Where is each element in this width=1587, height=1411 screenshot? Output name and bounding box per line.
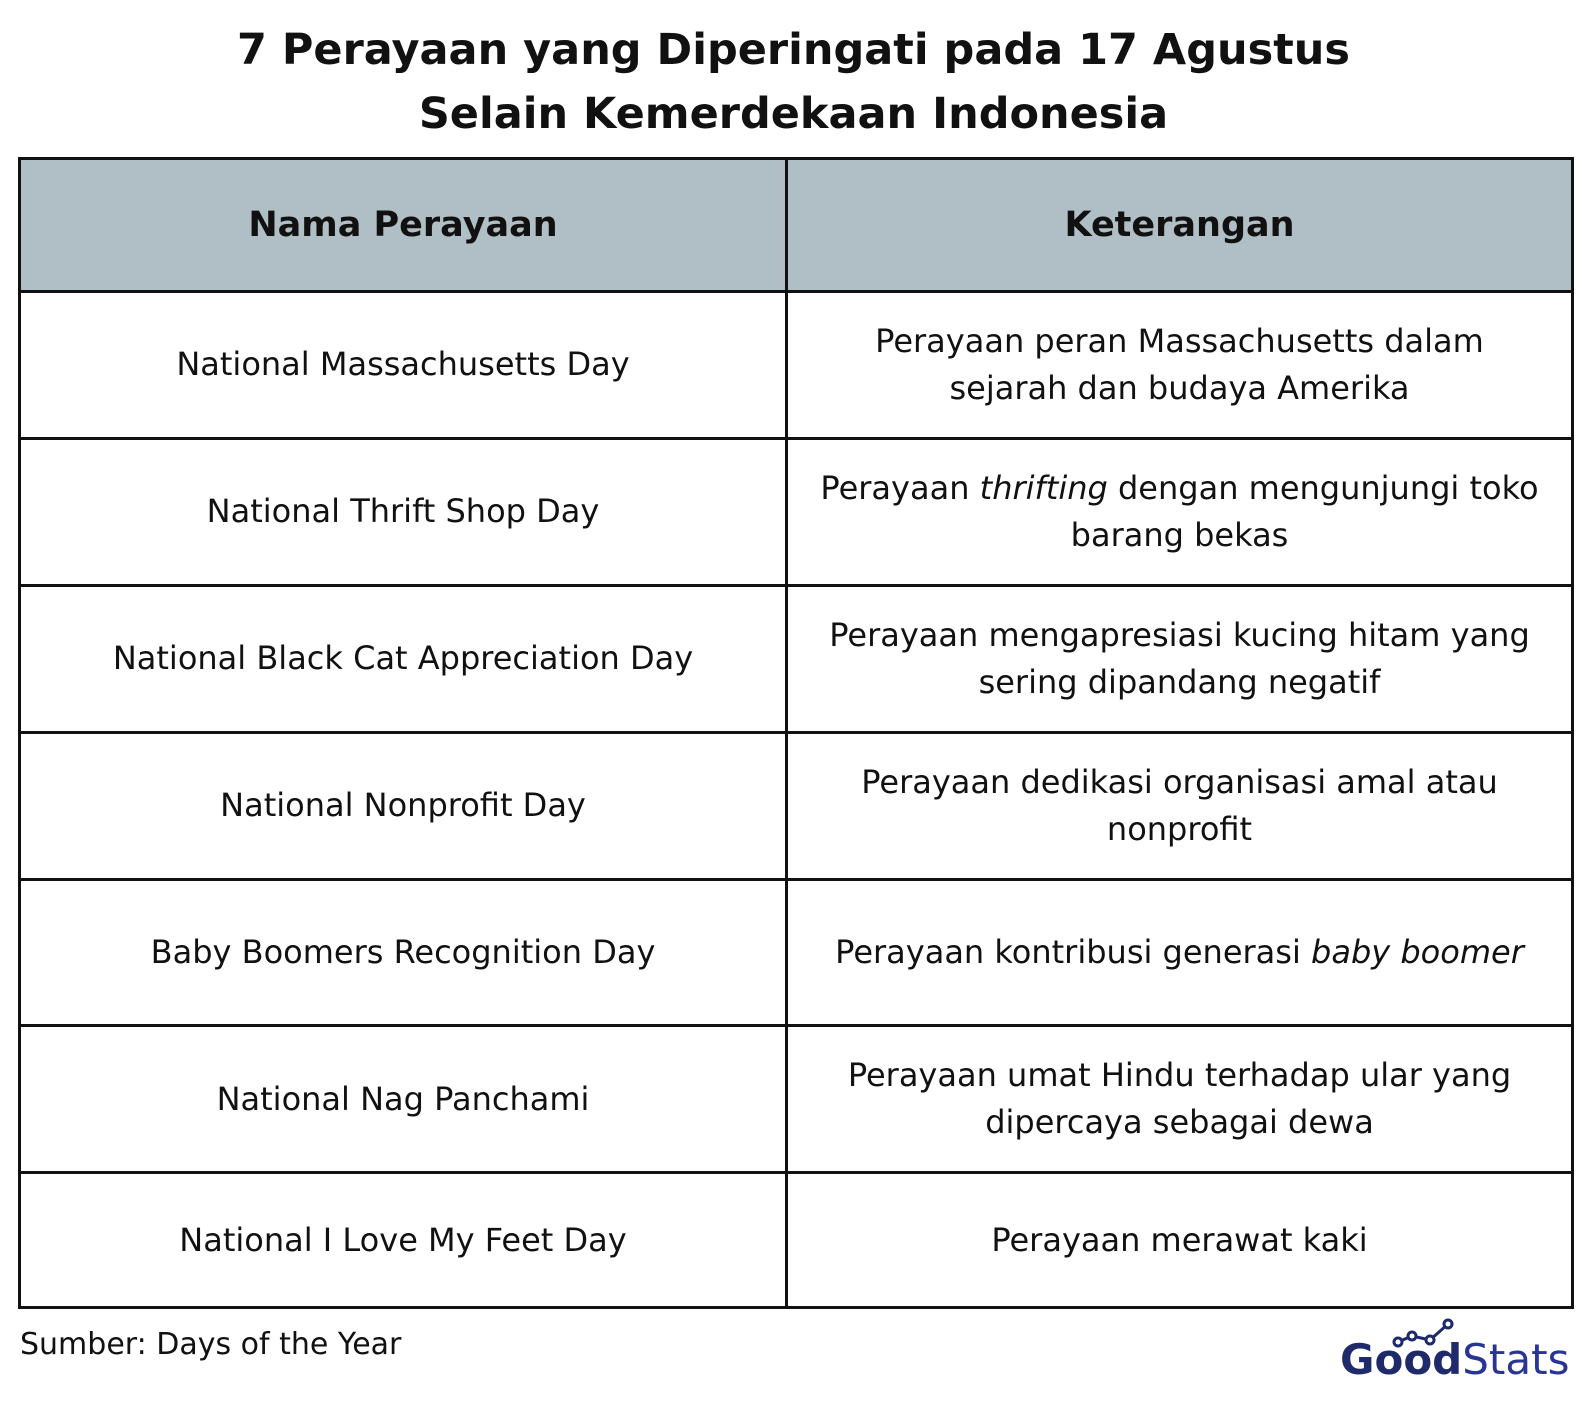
- title-line-2: Selain Kemerdekaan Indonesia: [418, 89, 1169, 139]
- celebration-name: National I Love My Feet Day: [20, 1173, 787, 1308]
- logo-text: [1340, 1334, 1569, 1386]
- table-row: [20, 292, 1573, 439]
- description-italic-text: thrifting: [979, 468, 1108, 507]
- description-text: Perayaan kontribusi generasi: [835, 932, 1312, 971]
- celebration-name: National Thrift Shop Day: [20, 438, 787, 585]
- celebration-description: [787, 879, 1573, 1026]
- logo-text-stats: Stats: [1462, 1335, 1570, 1384]
- celebration-description: [787, 585, 1573, 732]
- chart-title: [0, 18, 1587, 146]
- logo-text-good: Good: [1340, 1335, 1463, 1384]
- goodstats-logo: [1340, 1312, 1570, 1392]
- description-text: dengan mengunjungi toko barang bekas: [1070, 468, 1539, 554]
- table-row: [20, 879, 1573, 1026]
- celebration-description: [787, 438, 1573, 585]
- table-row: [20, 1026, 1573, 1173]
- source-note: Sumber: Days of the Year: [20, 1327, 402, 1362]
- title-line-1: 7 Perayaan yang Diperingati pada 17 Agustus: [237, 25, 1350, 75]
- description-text: Perayaan peran Massachusetts dalam sejarah dan budaya Amerika: [875, 321, 1484, 407]
- table-header-row: [20, 159, 1573, 292]
- celebration-name: National Nag Panchami: [20, 1026, 787, 1173]
- table-row: [20, 438, 1573, 585]
- celebrations-table: [18, 157, 1574, 1309]
- celebration-name: Baby Boomers Recognition Day: [20, 879, 787, 1026]
- description-text: Perayaan dedikasi organisasi amal atau nonprofit: [861, 762, 1498, 848]
- column-header-name: Nama Perayaan: [20, 159, 787, 292]
- celebration-name: National Massachusetts Day: [20, 292, 787, 439]
- table-body: [20, 292, 1573, 1308]
- description-italic-text: baby boomer: [1311, 932, 1524, 971]
- table-row: [20, 585, 1573, 732]
- description-text: Perayaan umat Hindu terhadap ular yang dipercaya sebagai dewa: [847, 1056, 1512, 1142]
- celebration-description: [787, 1173, 1573, 1308]
- description-text: Perayaan merawat kaki: [991, 1220, 1368, 1259]
- description-text: Perayaan: [820, 468, 980, 507]
- description-text: Perayaan mengapresiasi kucing hitam yang sering dipandang negatif: [829, 615, 1530, 701]
- celebration-description: [787, 1026, 1573, 1173]
- celebration-name: National Black Cat Appreciation Day: [20, 585, 787, 732]
- column-header-description: Keterangan: [787, 159, 1573, 292]
- celebration-description: [787, 732, 1573, 879]
- celebration-description: [787, 292, 1573, 439]
- table-row: [20, 732, 1573, 879]
- celebration-name: National Nonprofit Day: [20, 732, 787, 879]
- table-row: [20, 1173, 1573, 1308]
